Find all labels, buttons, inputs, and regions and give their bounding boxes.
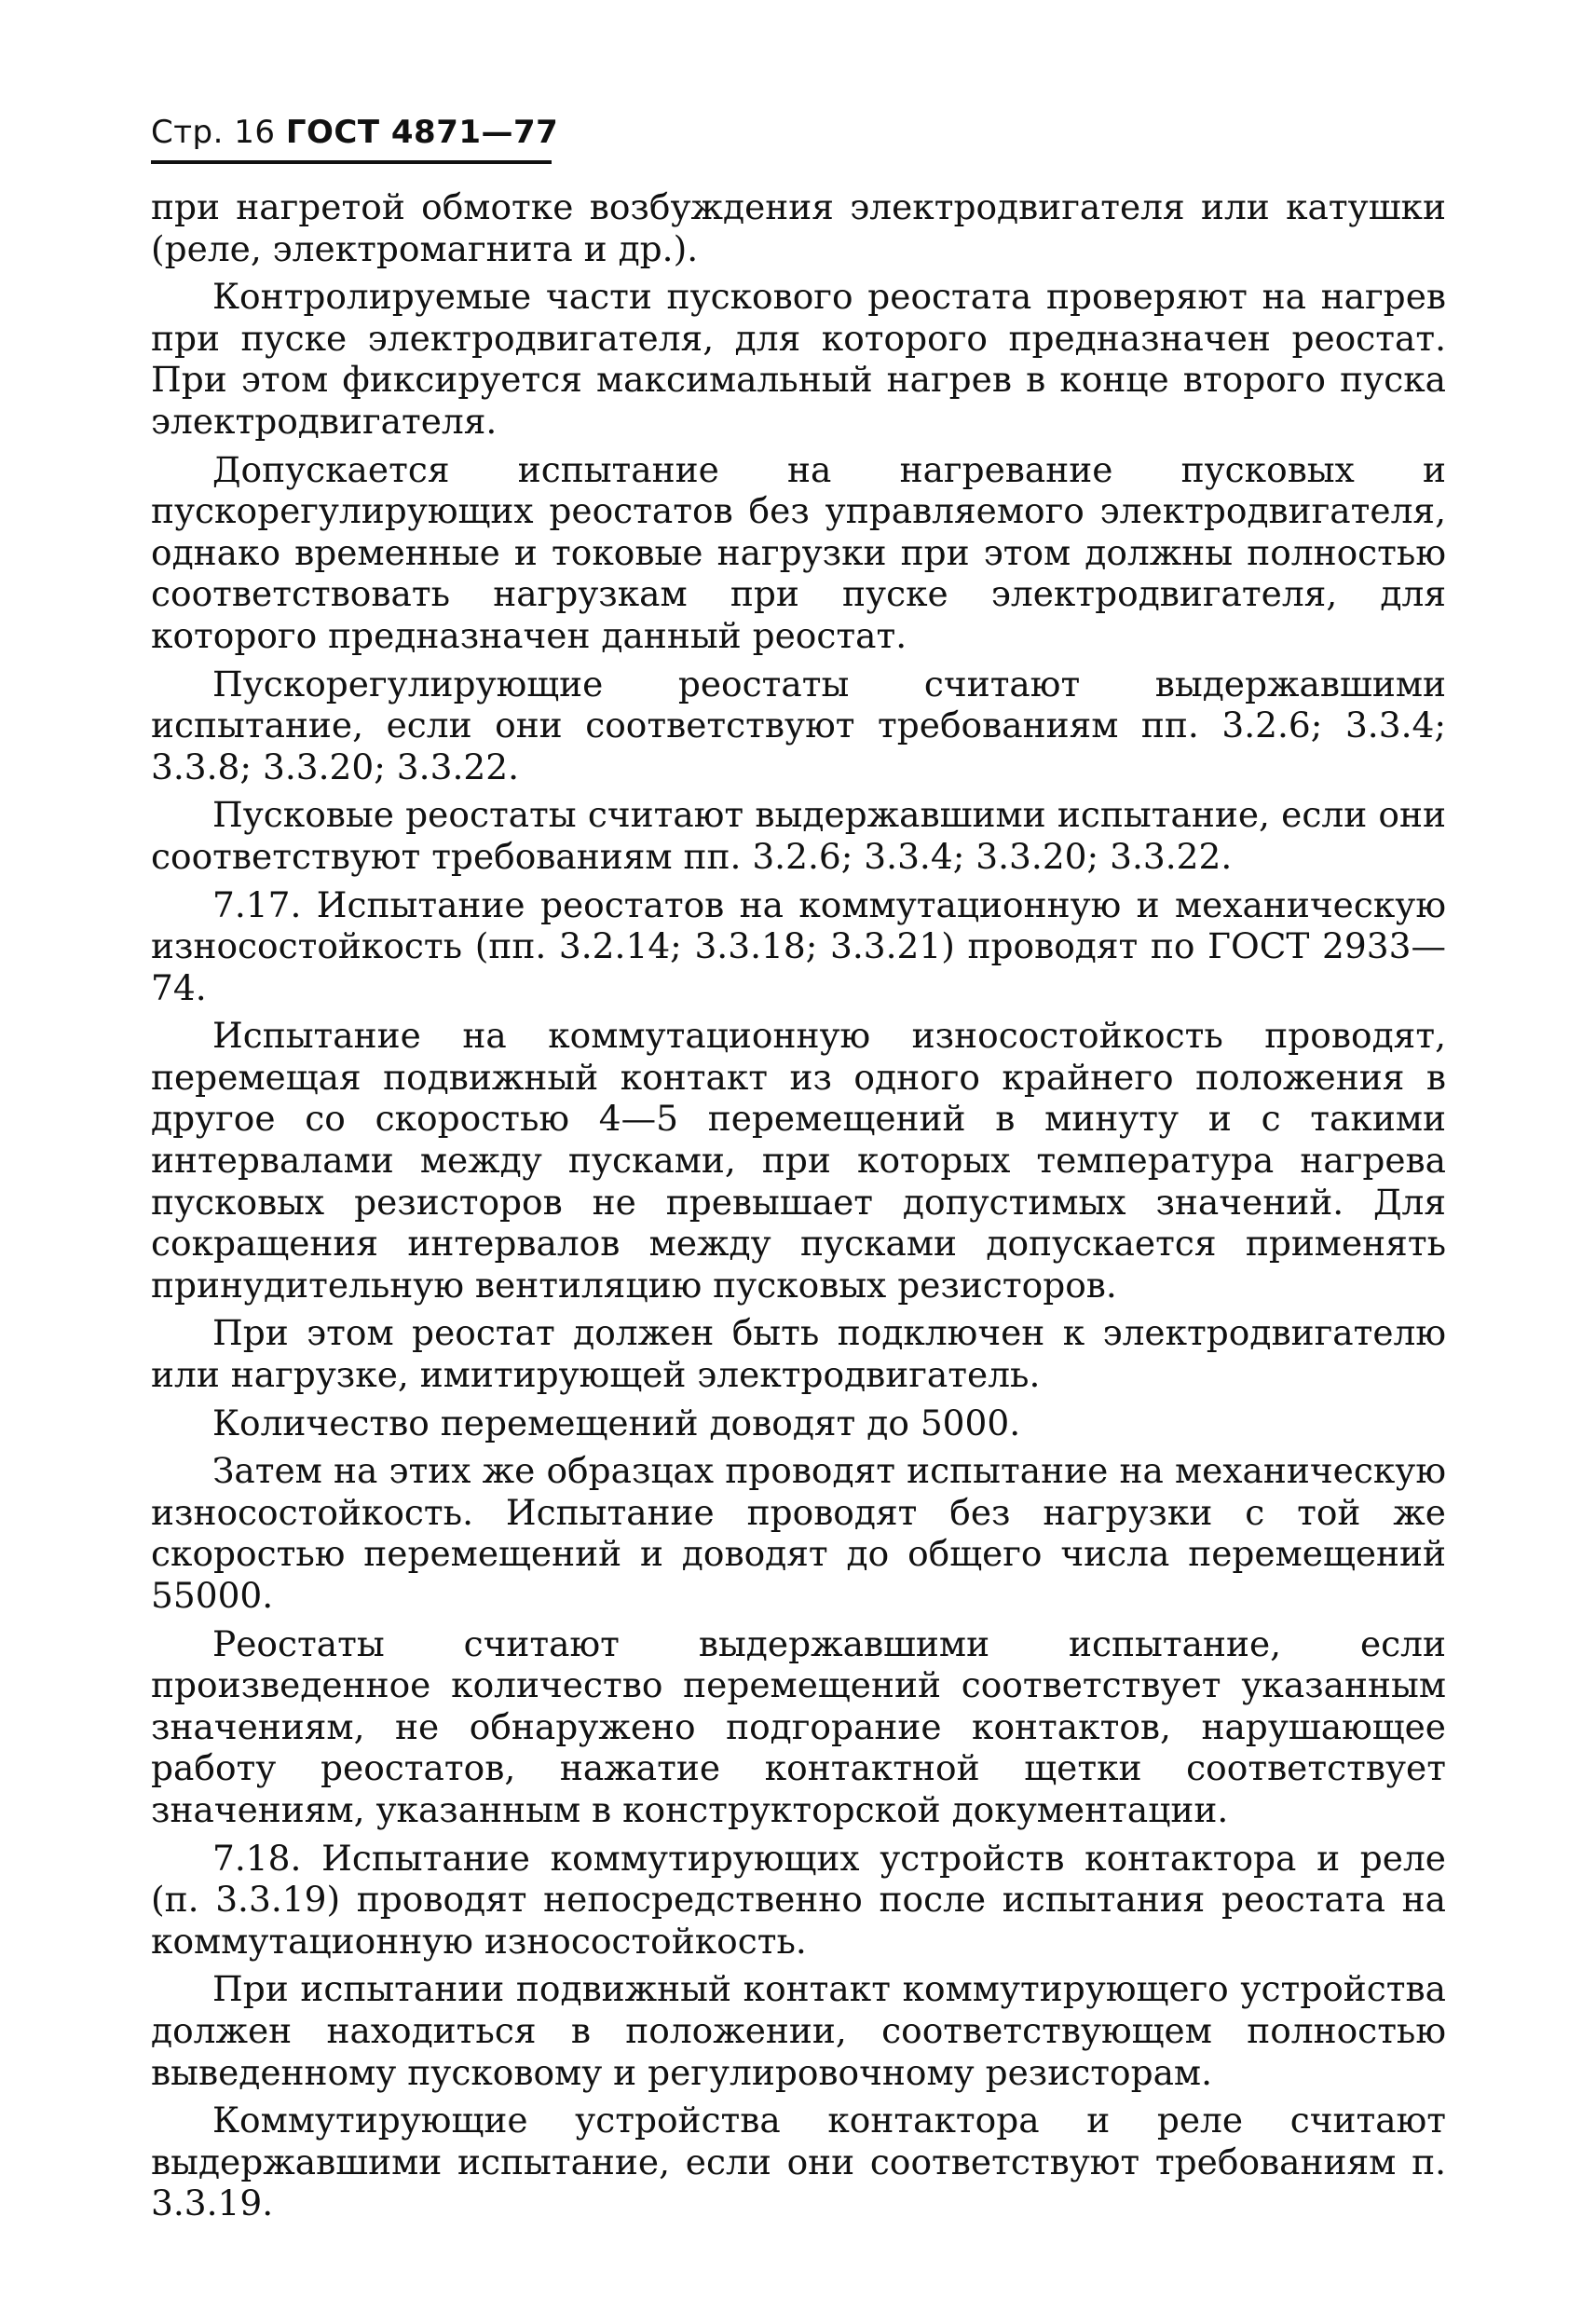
paragraph-heating-check: Контролируемые части пускового реостата проверяют на нагрев при пуске электродвигателя, для которого предназначен реостат. При этом фиксируется максимальный нагрев в конце второго пуска электродвигателя. xyxy=(151,276,1446,442)
clause-7-17: 7.17. Испытание реостатов на коммутационную и механическую износостойкость (пп. 3.2.14; 3.3.18; 3.3.21) проводят по ГОСТ 2933—74. xyxy=(151,883,1446,1008)
page-number: Стр. 16 xyxy=(151,114,276,151)
standard-number: ГОСТ 4871—77 xyxy=(285,114,559,151)
paragraph-contact-position: При испытании подвижный контакт коммутирующего устройства должен находиться в положении, соответствующем полностью выведенному пусковому и регулировочному резисторам. xyxy=(151,1968,1446,2093)
body-text xyxy=(151,186,1446,2224)
paragraph-testing-without-motor: Допускается испытание на нагревание пусковых и пускорегулирующих реостатов без управляемого электродвигателя, однако временные и токовые нагрузки при этом должны полностью соответствовать нагрузкам при пуске электродвигателя, для которого предназначен данный реостат. xyxy=(151,448,1446,656)
paragraph-count-5000: Количество перемещений доводят до 5000. xyxy=(212,1402,1021,1443)
clause-7-18: 7.18. Испытание коммутирующих устройств контактора и реле (п. 3.3.19) проводят непосредственно после испытания реостата на коммутационную износостойкость. xyxy=(151,1837,1446,1962)
document-page xyxy=(151,112,1446,2231)
paragraph-mechanical-wear-test: Затем на этих же образцах проводят испытание на механическую износостойкость. Испытание проводят без нагрузки с той же скоростью перемещений и доводят до общего числа перемещений 55000. xyxy=(151,1450,1446,1616)
paragraph-switching-devices-pass: Коммутирующие устройства контактора и реле считают выдержавшими испытание, если они соответствуют требованиям п. 3.3.19. xyxy=(151,2100,1446,2224)
paragraph-starting-rheostats-pass: Пусковые реостаты считают выдержавшими испытание, если они соответствуют требованиям пп. 3.2.6; 3.3.4; 3.3.20; 3.3.22. xyxy=(151,794,1446,877)
paragraph-switching-wear-test: Испытание на коммутационную износостойкость проводят, перемещая подвижный контакт из одного крайнего положения в другое со скоростью 4—5 перемещений в минуту и с такими интервалами между пусками, при которых температура нагрева пусковых резисторов не превышает допустимых значений. Для сокращения интервалов между пусками допускается применять принудительную вентиляцию пусковых резисторов. xyxy=(151,1015,1446,1306)
paragraph-connection: При этом реостат должен быть подключен к электродвигателю или нагрузке, имитирующей электродвигатель. xyxy=(151,1312,1446,1396)
paragraph-rheostats-pass: Реостаты считают выдержавшими испытание, если произведенное количество перемещений соответствует указанным значениям, не обнаружено подгорание контактов, нарушающее работу реостатов, нажатие контактной щетки соответствует значениям, указанным в конструкторской документации. xyxy=(151,1622,1446,1830)
page-header xyxy=(151,112,1446,153)
paragraph-continuation: при нагретой обмотке возбуждения электродвигателя или катушки (реле, электромагнита и др.). xyxy=(151,186,1446,269)
paragraph-regulating-rheostats-pass: Пускорегулирующие реостаты считают выдержавшими испытание, если они соответствуют требованиям пп. 3.2.6; 3.3.4; 3.3.8; 3.3.20; 3.3.22. xyxy=(151,663,1446,787)
header-rule xyxy=(151,160,552,164)
